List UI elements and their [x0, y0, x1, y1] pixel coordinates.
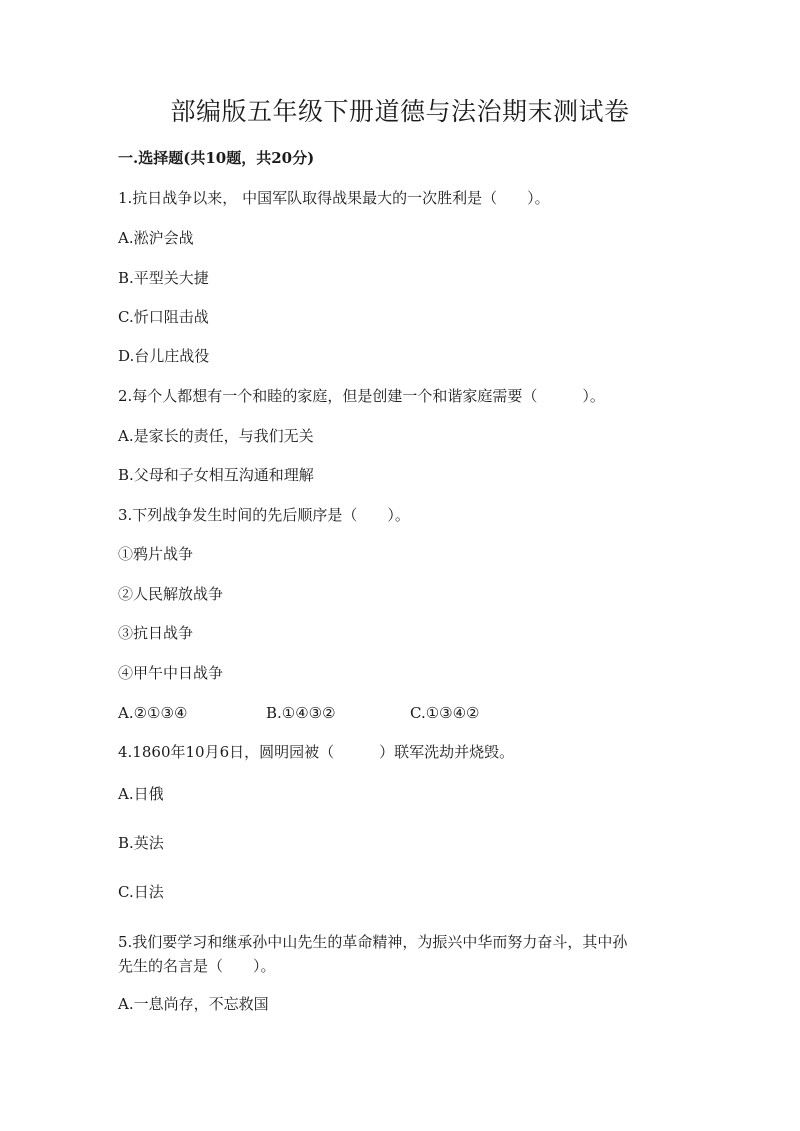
question-3-item-4: ④甲午中日战争 — [118, 664, 224, 682]
question-3-option-b: B.①④③② — [266, 704, 336, 722]
question-5-option-a: A.一息尚存，不忘救国 — [118, 995, 269, 1013]
question-3-option-c: C.①③④② — [410, 704, 480, 722]
question-2-option-b: B.父母和子女相互沟通和理解 — [118, 466, 314, 484]
question-4-option-a: A.日俄 — [118, 785, 164, 803]
question-4-option-c: C.日法 — [118, 883, 164, 901]
page-title: 部编版五年级下册道德与法治期末测试卷 — [170, 97, 630, 126]
question-4-option-b: B.英法 — [118, 834, 164, 852]
section-heading: 一.选择题(共10题，共20分) — [118, 149, 315, 167]
question-1-option-a: A.淞沪会战 — [118, 229, 194, 247]
question-1-stem: 1.抗日战争以来， 中国军队取得战果最大的一次胜利是（ ）。 — [118, 189, 550, 207]
question-3-options — [118, 703, 678, 723]
question-5-stem-line-2: 先生的名言是（ ）。 — [118, 957, 276, 975]
question-4-stem: 4.1860年10月6日，圆明园被（ ）联军洗劫并烧毁。 — [118, 743, 515, 761]
question-3-item-1: ①鸦片战争 — [118, 545, 194, 563]
question-3-item-2: ②人民解放战争 — [118, 585, 224, 603]
question-3-item-3: ③抗日战争 — [118, 624, 194, 642]
question-2-option-a: A.是家长的责任，与我们无关 — [118, 427, 314, 445]
question-1-option-c: C.忻口阻击战 — [118, 308, 209, 326]
question-2-stem: 2.每个人都想有一个和睦的家庭，但是创建一个和谐家庭需要（ ）。 — [118, 387, 605, 405]
question-3-stem: 3.下列战争发生时间的先后顺序是（ ）。 — [118, 506, 410, 524]
question-1-option-d: D.台儿庄战役 — [118, 347, 210, 365]
question-5-stem-line-1: 5.我们要学习和继承孙中山先生的革命精神，为振兴中华而努力奋斗，其中孙 — [118, 933, 628, 951]
question-3-option-a: A.②①③④ — [118, 704, 188, 722]
question-1-option-b: B.平型关大捷 — [118, 269, 209, 287]
